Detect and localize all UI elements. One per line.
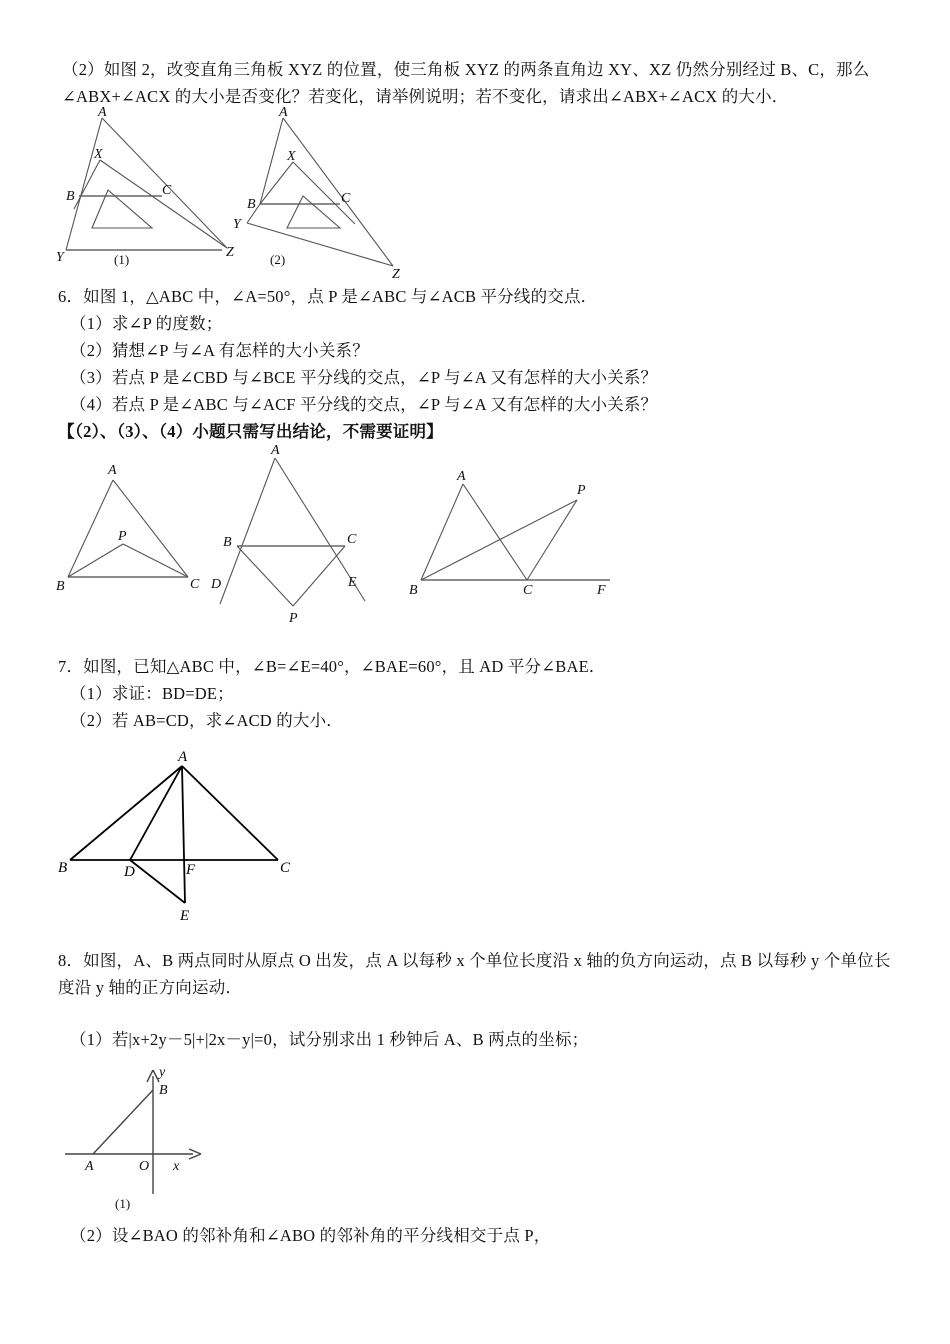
problem6-item-1: （1）求∠P 的度数； [70,314,223,333]
problem7-stem [58,653,918,680]
problem2-figure-2-caption: (2) [270,252,286,267]
figure-label-O: O [139,1159,150,1174]
figure-label-Y: Y [56,250,64,265]
problem6-figure-2 [211,443,410,626]
figure-label-P: P [118,529,127,544]
problem8-number: 8． [58,951,84,970]
problem8-item-2: （2）设∠BAO 的邻补角和∠ABO 的邻补角的平分线相交于点 P， [70,1226,551,1245]
problem6-stem-text: 如图 1，△ABC 中，∠A=50°，点 P 是∠ABC 与∠ACB 平分线的交点． [83,287,598,306]
figure-label-C: C [162,183,172,198]
figure-label-E: E [348,575,357,590]
problem6-figure-3 [405,458,635,598]
problem8-stem-line1 [58,947,928,974]
problem8-stem-line2: 度沿 y 轴的正方向运动． [58,978,243,997]
figure-label-C: C [280,860,291,876]
problem2-text-line1: （2）如图 2，改变直角三角板 XYZ 的位置，使三角板 XYZ 的两条直角边 XY、XZ 仍然分别经过 B、C，那么 [62,60,870,79]
figure-label-P: P [289,611,298,626]
problem8-stem-text1: 如图，A、B 两点同时从原点 O 出发，点 A 以每秒 x 个单位长度沿 x 轴的负方向运动，点 B 以每秒 y 个单位长 [83,951,891,970]
figure-label-F: F [186,862,196,878]
figure-label-y: y [159,1065,166,1080]
problem8-figure-caption: (1) [115,1196,131,1211]
problem2-figure-1-caption: (1) [114,252,130,267]
figure-label-B: B [58,860,68,876]
problem7-stem-text: 如图，已知△ABC 中，∠B=∠E=40°，∠BAE=60°，且 AD 平分∠BAE． [83,657,606,676]
figure-label-x: x [173,1159,180,1174]
figure-label-E: E [180,908,190,924]
figure-label-A: A [457,469,466,484]
problem2-figure-2 [233,105,435,282]
problem7-number: 7． [58,657,84,676]
problem6-item-4: （4）若点 P 是∠ABC 与∠ACF 平分线的交点，∠P 与∠A 又有怎样的大小关系？ [70,395,658,414]
problem2-text-line2: ∠ABX+∠ACX 的大小是否变化？若变化，请举例说明；若不变化，请求出∠ABX+∠ACX 的大小． [62,87,789,106]
figure-label-Z: Z [226,245,234,260]
figure-label-B: B [66,189,75,204]
figure-label-D: D [124,864,135,880]
figure-label-B: B [223,535,232,550]
figure-label-B: B [247,197,256,212]
figure-label-A: A [279,105,288,120]
problem6-item-3: （3）若点 P 是∠CBD 与∠BCE 平分线的交点，∠P 与∠A 又有怎样的大小关系？ [70,368,658,387]
figure-label-A: A [85,1159,94,1174]
figure-label-P: P [577,483,586,498]
problem6-stem [58,283,918,310]
problem8-figure [65,1062,265,1207]
problem7-figure [58,748,320,924]
figure-label-C: C [347,532,357,547]
problem6-figure-1 [56,452,220,597]
figure-label-A: A [271,443,280,458]
figure-label-A: A [108,463,117,478]
problem8-item-1: （1）若|x+2y－5|+|2x－y|=0，试分别求出 1 秒钟后 A、B 两点的坐标； [70,1030,589,1049]
figure-label-F: F [597,583,606,598]
figure-label-B: B [56,579,65,594]
problem6-note: 【（2）、（3）、（4）小题只需写出结论，不需要证明】 [58,422,443,441]
figure-label-B: B [159,1083,168,1098]
problem6-item-2: （2）猜想∠P 与∠A 有怎样的大小关系？ [70,341,369,360]
problem2-figure-1 [56,105,262,268]
figure-label-D: D [211,577,222,592]
figure-label-C: C [523,583,533,598]
figure-label-X: X [287,149,296,164]
figure-label-C: C [341,191,351,206]
problem7-item-2: （2）若 AB=CD，求∠ACD 的大小． [70,711,344,730]
figure-label-C: C [190,577,200,592]
figure-label-A: A [178,749,188,765]
figure-label-Y: Y [233,217,241,232]
problem7-item-1: （1）求证：BD=DE； [70,684,234,703]
problem6-number: 6． [58,287,84,306]
figure-label-B: B [409,583,418,598]
figure-label-A: A [98,105,107,120]
figure-label-X: X [94,147,103,162]
figure-label-Z: Z [392,267,400,282]
